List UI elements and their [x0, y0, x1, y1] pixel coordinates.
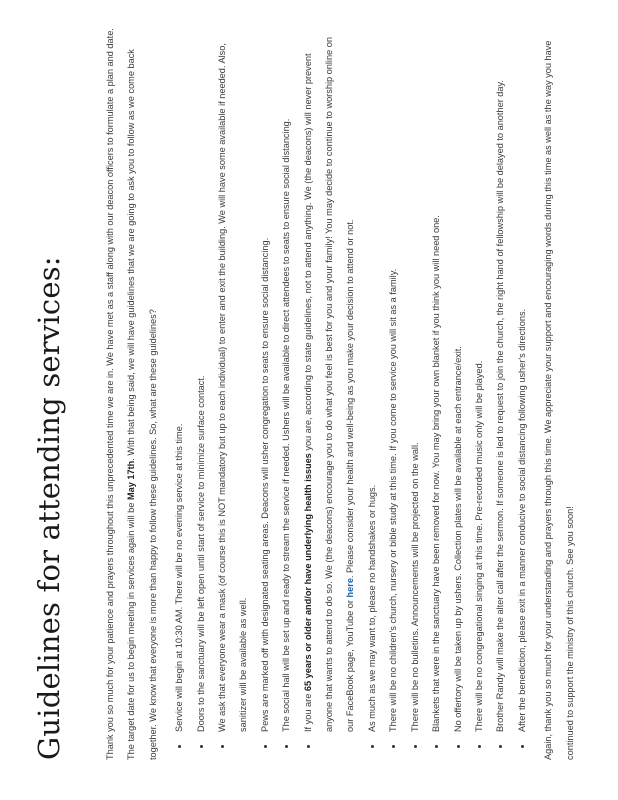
list-item: • As much as we may want to, please no handshakes or hugs. — [362, 25, 383, 736]
health-text-before: If you are — [302, 691, 313, 732]
list-item: • There will be no children's church, nursery or bible study at this time. If you come to service you will sit as a family. — [383, 25, 404, 736]
guidelines-list — [169, 25, 533, 760]
list-item: • Brother Randy will make the alter call after the sermon. If someone is led to request to join the church, the right hand of fellowship will be delayed to another day. — [490, 25, 511, 736]
intro-date: May 17th — [126, 460, 137, 501]
intro-text-before: Thank you so much for your patience and prayers throughout this unprecedented time we are in. We have met as a staff along with our deacon officers to formulate a plan and date. The target date for us to begin meeting in services again will be — [105, 28, 137, 760]
list-item-health — [298, 25, 362, 736]
page-title: Guidelines for attending services: — [32, 256, 66, 760]
list-item: • Pews are marked off with designated seating areas. Deacons will usher congregation to seats to ensure social distancing. — [255, 25, 276, 736]
list-item: • We ask that everyone wear a mask (of course this is NOT mandatory but up to each individual) to enter and exit the building. We will have some available if needed. Also, sanitizer will be available as well. — [212, 25, 255, 736]
list-item: • There will be no bulletins. Announcements will be projected on the wall. — [405, 25, 426, 736]
list-item: • The social hall will be set up and ready to stream the service if needed. Ushers will be available to direct attendees to seats to ensure social distancing. — [276, 25, 297, 736]
list-item: • After the benediction, please exit in a manner conducive to social distancing following usher's directions. — [512, 25, 533, 736]
health-text-after: . Please consider your health and well-being as you make your decision to attend or not. — [345, 219, 356, 579]
health-text-middle: you are, according to state guidelines, not to attend anything. We (the deacons) will never prevent anyone that wants to attend to do so. We (the deacons) encourage you to do what you feel is best for you and your family! You may decide to continue to worship online on our FaceBook page, YouTube or — [302, 37, 356, 732]
list-item: • Blankets that were in the sanctuary have been removed for now. You may bring your own blanket if you think you will need one. — [426, 25, 447, 736]
list-item: • Service will begin at 10:30 AM. There will be no evening service at this time. — [169, 25, 190, 736]
intro-paragraph — [100, 25, 164, 760]
list-item: • No offertory will be taken up by ushers. Collection plates will be available at each entrance/exit. — [448, 25, 469, 736]
list-item: • There will be no congregational singing at this time. Pre-recorded music only will be played. — [469, 25, 490, 736]
list-item: • Doors to the sanctuary will be left open until start of service to minimize surface contact. — [191, 25, 212, 736]
intro-text-after: . With that being said, we will have guidelines that we are going to ask you to follow as we come back together. We know that everyone is more than happy to follow these guidelines. So, what are these guidelines? — [126, 49, 158, 760]
closing-paragraph: Again, thank you so much for your understanding and prayers through this time. We appreciate your support and encouraging words during this time as well as the way you have continued to support the ministry of this church. See you soon! — [543, 40, 575, 760]
document-body — [32, 25, 581, 760]
here-link[interactable]: here — [345, 578, 356, 598]
health-bold-text: 65 years or older and/or have underlying health issues — [302, 453, 313, 692]
